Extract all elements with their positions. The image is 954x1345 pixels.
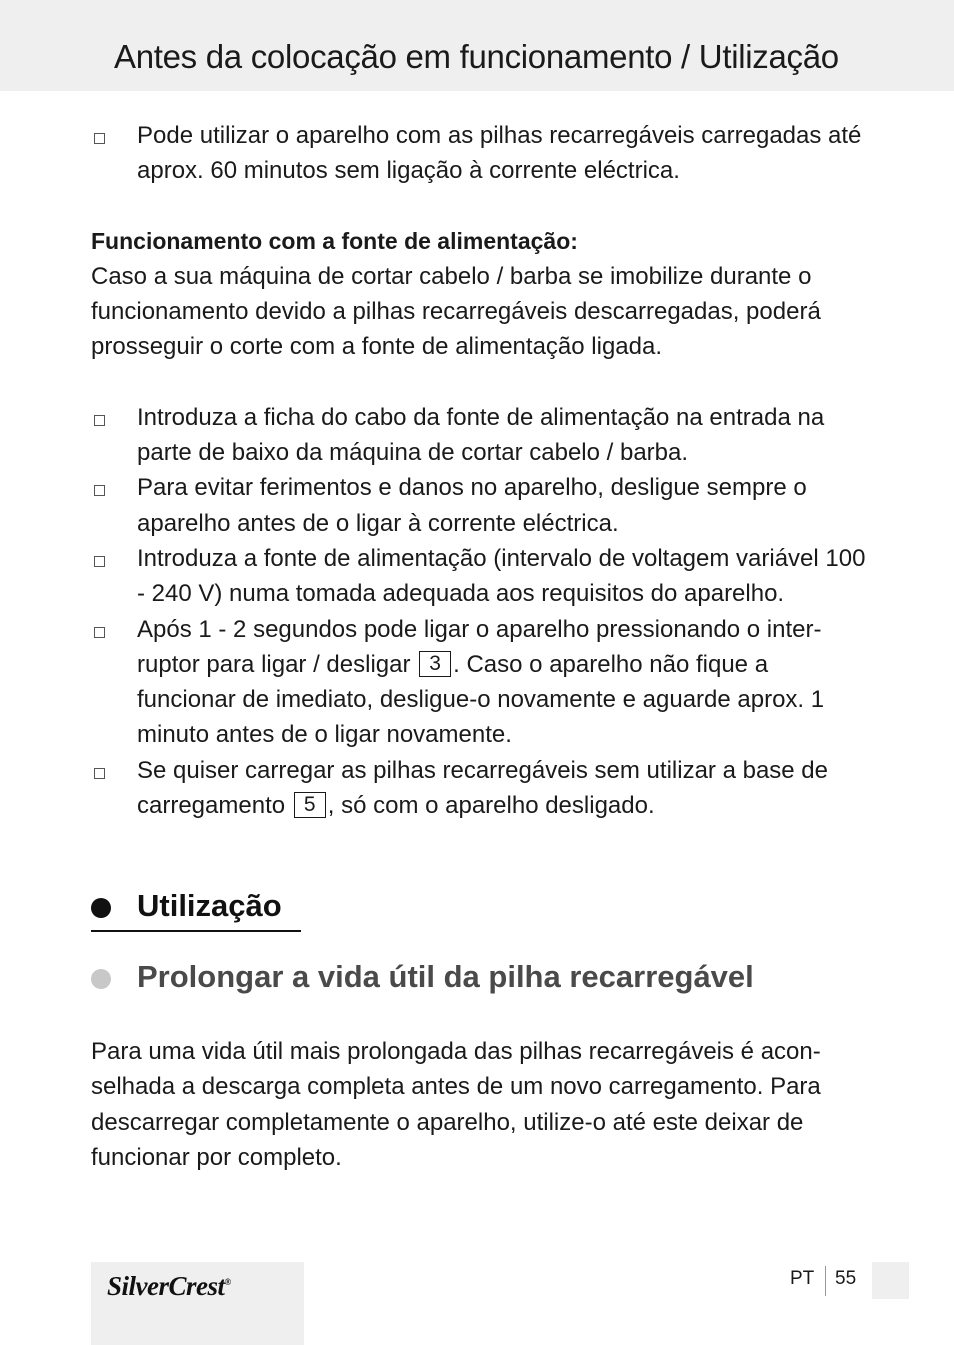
- bullet-box-icon: [94, 627, 105, 638]
- intro-bullet-text: Pode utilizar o aparelho com as pilhas recarregáveis carregadas até aprox. 60 minutos sem ligação à corrente eléctrica.: [137, 122, 862, 185]
- step-3-text: Introduza a fonte de alimentação (intervalo de voltagem variável 100 - 240 V) numa tomada adequada aos requisitos do aparelho.: [137, 544, 866, 608]
- power-text: Caso a sua máquina de cortar cabelo / barba se imobilize durante o funcionamento devido a pilhas recarregáveis descarregadas, poderá prosseguir o corte com a fonte de alimentação ligada.: [91, 262, 821, 361]
- page-tab: [872, 1262, 909, 1299]
- step-4-text: [137, 612, 866, 753]
- list-item: [91, 541, 866, 612]
- part-ref-5: 5: [294, 792, 326, 818]
- step-5-text: [137, 753, 866, 824]
- battery-text: Para uma vida útil mais prolongada das pilhas recarregáveis é acon-selhada a descarga completa antes de um novo carregamento. Para descarregar completamente o aparelho, utilize-o até este deixar de funcionar por completo.: [91, 1038, 821, 1171]
- part-ref-3: 3: [419, 651, 451, 677]
- page-number: 55: [835, 1268, 857, 1289]
- grey-dot-icon: [91, 969, 111, 989]
- bullet-box-icon: [94, 768, 105, 779]
- divider: [825, 1266, 826, 1296]
- brand-logo-box: [91, 1262, 304, 1345]
- page-header: [0, 0, 954, 91]
- section-battery: [91, 955, 891, 999]
- section-battery-title: Prolongar a vida útil da pilha recarregável: [137, 959, 754, 994]
- list-item: [91, 400, 866, 471]
- bullet-box-icon: [94, 485, 105, 496]
- brand-logo: SilverCrest®: [107, 1271, 231, 1301]
- step-1-text: Introduza a ficha do cabo da fonte de alimentação na entrada na parte de baixo da máquina de cortar cabelo / barba.: [137, 403, 825, 467]
- section-usage-title: Utilização: [137, 888, 282, 923]
- bullet-box-icon: [94, 133, 105, 144]
- list-item: [91, 753, 866, 824]
- step-4-pre: Após 1 - 2 segundos pode ligar o aparelho pressionando o inter-ruptor para ligar / desligar: [137, 615, 822, 678]
- list-item: [91, 118, 866, 189]
- step-5-post: , só com o aparelho desligado.: [327, 792, 655, 820]
- main-content: [91, 118, 866, 823]
- step-4-post: . Caso o aparelho não fique a funcionar de imediato, desligue-o novamente e aguarde aprox. 1 minuto antes de o ligar novamente.: [137, 650, 825, 749]
- language-code: PT: [790, 1268, 815, 1289]
- list-item: [91, 612, 866, 753]
- bullet-box-icon: [94, 556, 105, 567]
- bullet-box-icon: [94, 415, 105, 426]
- step-5-pre: Se quiser carregar as pilhas recarregáveis sem utilizar a base de carregamento: [137, 756, 828, 820]
- section-usage: [91, 884, 891, 928]
- step-2-text: Para evitar ferimentos e danos no aparelho, desligue sempre o aparelho antes de o ligar à corrente eléctrica.: [137, 474, 807, 537]
- title-underline: [91, 930, 301, 932]
- power-heading: Funcionamento com a fonte de alimentação:: [91, 227, 578, 254]
- black-dot-icon: [91, 898, 111, 918]
- list-item: [91, 470, 866, 541]
- page-title: Antes da colocação em funcionamento / Utilização: [114, 38, 839, 75]
